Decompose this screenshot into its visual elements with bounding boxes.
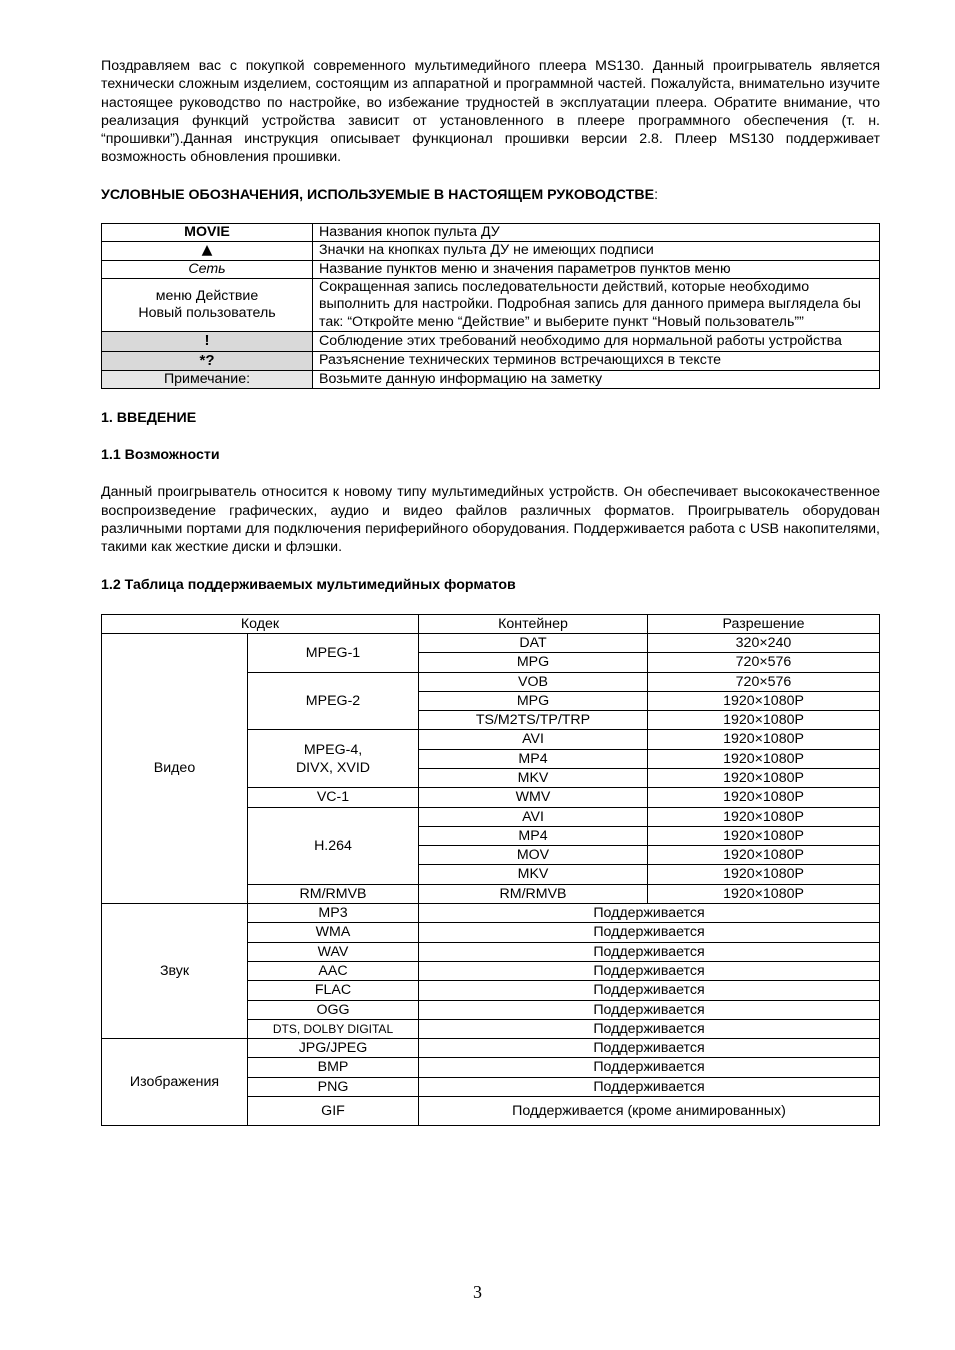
container-cell: MKV	[419, 769, 648, 788]
codec-cell: MP3	[248, 904, 419, 923]
codec-cell: H.264	[248, 807, 419, 884]
resolution-cell: 1920×1080P	[648, 788, 880, 807]
legend-note-desc: Возьмите данную информацию на заметку	[313, 371, 880, 389]
codec-cell: PNG	[248, 1077, 419, 1096]
legend-term-cell	[102, 351, 313, 370]
container-cell: TS/M2TS/TP/TRP	[419, 711, 648, 730]
codec-cell: FLAC	[248, 981, 419, 1000]
table-row	[102, 904, 880, 923]
legend-table	[101, 223, 880, 390]
legend-triangle-desc: Значки на кнопках пульта ДУ не имеющих подписи	[313, 242, 880, 260]
container-cell: RM/RMVB	[419, 884, 648, 903]
table-row	[102, 633, 880, 652]
header-codec: Кодек	[102, 614, 419, 633]
legend-row-network	[102, 260, 880, 278]
triangle-up-icon: ▲	[201, 242, 213, 259]
container-cell: AVI	[419, 730, 648, 749]
section-heading-formats: 1.2 Таблица поддерживаемых мультимедийных форматов	[101, 576, 516, 593]
support-cell: Поддерживается	[419, 1000, 880, 1019]
codec-cell: OGG	[248, 1000, 419, 1019]
legend-note-label: Примечание:	[102, 371, 313, 389]
codec-line: MPEG-4,	[303, 741, 363, 758]
support-cell: Поддерживается	[419, 1019, 880, 1038]
legend-row-note	[102, 371, 880, 389]
legend-warning-cell	[102, 332, 313, 351]
legend-row-sequence	[102, 279, 880, 332]
resolution-cell: 1920×1080P	[648, 826, 880, 845]
container-cell: MPG	[419, 691, 648, 710]
conventions-heading-colon: :	[654, 186, 659, 203]
resolution-cell: 1920×1080P	[648, 749, 880, 768]
resolution-cell: 720×576	[648, 653, 880, 672]
conventions-heading-text: УСЛОВНЫЕ ОБОЗНАЧЕНИЯ, ИСПОЛЬЗУЕМЫЕ В НАСТОЯЩЕМ РУКОВОДСТВЕ	[101, 186, 655, 203]
support-cell: Поддерживается	[419, 942, 880, 961]
section-heading-intro: 1. ВВЕДЕНИЕ	[101, 410, 197, 427]
support-cell: Поддерживается	[419, 1058, 880, 1077]
resolution-cell: 1920×1080P	[648, 769, 880, 788]
container-cell: AVI	[419, 807, 648, 826]
codec-cell: VC-1	[248, 788, 419, 807]
container-cell: WMV	[419, 788, 648, 807]
page-number: 3	[473, 1282, 482, 1302]
support-cell: Поддерживается	[419, 961, 880, 980]
legend-row-triangle	[102, 242, 880, 260]
exclamation-icon: !	[204, 332, 210, 350]
container-cell: MP4	[419, 826, 648, 845]
question-mark-icon: *?	[199, 351, 215, 369]
codec-cell: MPEG-2	[248, 672, 419, 730]
conventions-heading	[101, 186, 880, 204]
codec-line: DIVX, XVID	[295, 759, 371, 776]
codec-cell: DTS, DOLBY DIGITAL	[248, 1019, 419, 1038]
formats-table	[101, 614, 880, 1126]
codec-cell	[248, 730, 419, 788]
document-page	[101, 57, 880, 1126]
legend-movie-label: MOVIE	[102, 223, 313, 241]
legend-network-desc: Название пунктов меню и значения параметров пунктов меню	[313, 260, 880, 278]
features-paragraph: Данный проигрыватель относится к новому типу мультимедийных устройств. Он обеспечивает высококачественное воспроизведение графических, аудио и видео файлов различных форматов. Проигрыватель оборудован различными портами для подключения периферийного оборудования. Поддерживается работа с USB накопителями, такими как жесткие диски и флэшки.	[101, 484, 880, 556]
legend-sequence-cell	[102, 279, 313, 332]
resolution-cell: 1920×1080P	[648, 884, 880, 903]
category-video: Видео	[102, 633, 248, 903]
codec-cell: BMP	[248, 1058, 419, 1077]
container-cell: MOV	[419, 846, 648, 865]
legend-network-label: Сеть	[102, 260, 313, 278]
support-cell: Поддерживается	[419, 923, 880, 942]
codec-cell: MPEG-1	[248, 633, 419, 672]
codec-cell: JPG/JPEG	[248, 1039, 419, 1058]
intro-paragraph: Поздравляем вас с покупкой современного мультимедийного плеера MS130. Данный проигрыватель является технически сложным изделием, состоящим из аппаратной и программной частей. Пожалуйста, внимательно изучите настоящее руководство по настройке, во избежание трудностей в эксплуатации плеера. Обратите внимание, что реализация функций устройства зависит от установленного в плеере программного обеспечения (т. н. “прошивки”).Данная инструкция описывает функционал прошивки версии 2.8. Плеер MS130 поддерживает возможность обновления прошивки.	[101, 58, 880, 166]
legend-sequence-line2: Новый пользователь	[138, 305, 276, 322]
legend-row-movie	[102, 223, 880, 241]
container-cell: DAT	[419, 633, 648, 652]
resolution-cell: 1920×1080P	[648, 846, 880, 865]
resolution-cell: 1920×1080P	[648, 691, 880, 710]
container-cell: MPG	[419, 653, 648, 672]
section-heading-features: 1.1 Возможности	[101, 447, 220, 464]
support-cell: Поддерживается (кроме анимированных)	[419, 1097, 880, 1126]
resolution-cell: 1920×1080P	[648, 807, 880, 826]
resolution-cell: 320×240	[648, 633, 880, 652]
legend-term-desc: Разъяснение технических терминов встречающихся в тексте	[313, 351, 880, 370]
codec-cell: WAV	[248, 942, 419, 961]
container-cell: MP4	[419, 749, 648, 768]
table-row	[102, 1039, 880, 1058]
legend-movie-desc: Названия кнопок пульта ДУ	[313, 223, 880, 241]
formats-header-row	[102, 614, 880, 633]
codec-cell: AAC	[248, 961, 419, 980]
resolution-cell: 720×576	[648, 672, 880, 691]
header-resolution: Разрешение	[648, 614, 880, 633]
legend-sequence-line1: меню Действие	[155, 287, 259, 304]
container-cell: VOB	[419, 672, 648, 691]
codec-cell: RM/RMVB	[248, 884, 419, 903]
resolution-cell: 1920×1080P	[648, 711, 880, 730]
support-cell: Поддерживается	[419, 981, 880, 1000]
header-container: Контейнер	[419, 614, 648, 633]
legend-row-term	[102, 351, 880, 370]
codec-cell: GIF	[248, 1097, 419, 1126]
support-cell: Поддерживается	[419, 904, 880, 923]
legend-row-warning	[102, 332, 880, 351]
category-audio: Звук	[102, 904, 248, 1039]
codec-cell: WMA	[248, 923, 419, 942]
container-cell: MKV	[419, 865, 648, 884]
resolution-cell: 1920×1080P	[648, 865, 880, 884]
legend-warning-desc: Соблюдение этих требований необходимо для нормальной работы устройства	[313, 332, 880, 351]
resolution-cell: 1920×1080P	[648, 730, 880, 749]
legend-triangle-cell	[102, 242, 313, 260]
legend-sequence-desc: Сокращенная запись последовательности действий, которые необходимо выполнить для настройки. Подробная запись для данного примера выглядела бы так: “Откройте меню “Действие” и выберите пункт “Новый пользователь””	[313, 279, 880, 332]
support-cell: Поддерживается	[419, 1077, 880, 1096]
category-images: Изображения	[102, 1039, 248, 1126]
support-cell: Поддерживается	[419, 1039, 880, 1058]
